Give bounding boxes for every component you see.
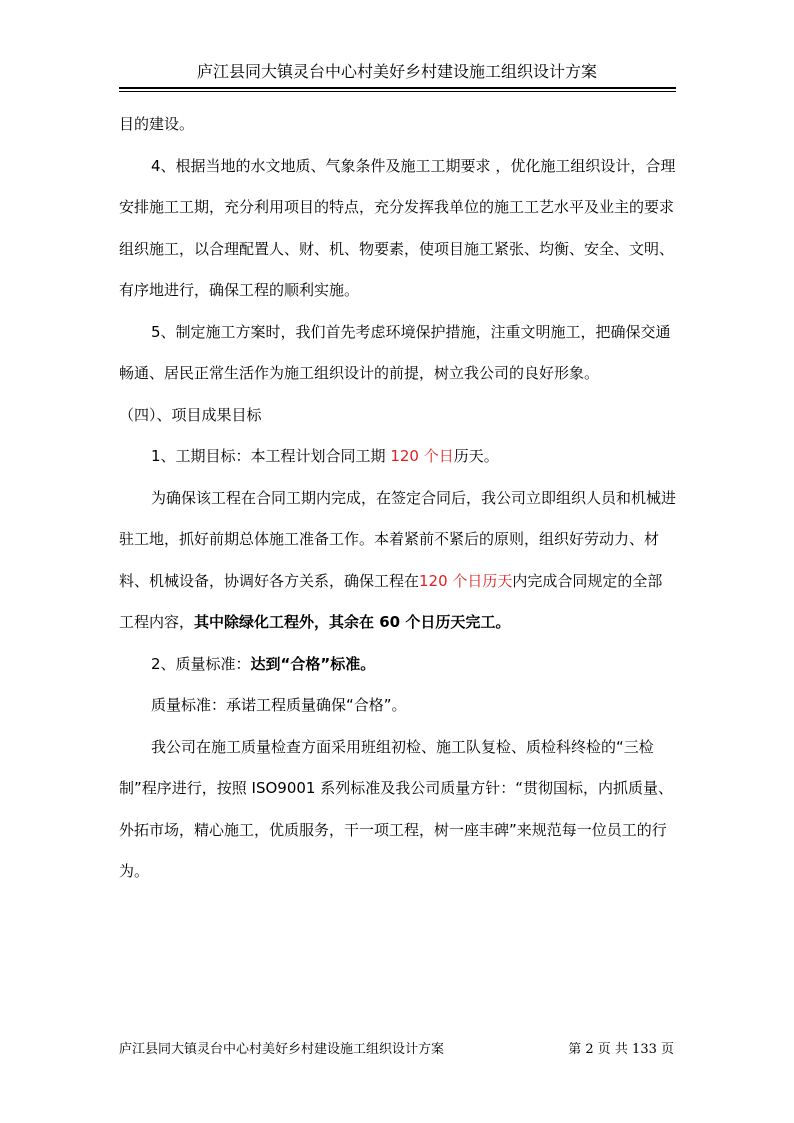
paragraph-quality-inspection: 我公司在施工质量检查方面采用班组初检、施工队复检、质检科终检的“三检制”程序进行，按照 ISO9001 系列标准及我公司质量方针：“贯彻国标，内抓质量、外拓市场，精心施工，优质服务，干一项工程，树一座丰碑”来规范每一位员工的行为。 xyxy=(119,737,674,880)
schedule-detail-duration: 120 个日历天 xyxy=(419,571,513,590)
paragraph-continuation: 目的建设。 xyxy=(119,115,195,133)
schedule-detail-text: 为确保该工程在合同工期内完成，在签定合同后，我公司立即组织人员和机械进驻工地，抓好前期总体施工准备工作。本着紧前不紧后的原则，组织好劳动力、材料、机械设备，协调好各方关系，确保工程在 xyxy=(119,488,677,590)
paragraph-item-5: 5、制定施工方案时，我们首先考虑环境保护措施，注重文明施工，把确保交通畅通、居民正常生活作为施工组织设计的前提，树立我公司的良好形象。 xyxy=(119,322,671,382)
schedule-detail-text-2: 内完成合同规定的全部工程内容， xyxy=(119,571,663,631)
page-header-title: 庐江县同大镇灵台中心村美好乡村建设施工组织设计方案 xyxy=(196,62,597,81)
document-body xyxy=(119,104,676,893)
schedule-goal-suffix: 历天。 xyxy=(453,447,499,465)
schedule-goal-duration: 120 个日 xyxy=(390,447,454,465)
schedule-goal-prefix: 1、工期目标：本工程计划合同工期 xyxy=(151,447,391,465)
quality-standard-emphasis: 达到“合格”标准。 xyxy=(250,654,376,673)
paragraph-item-4: 4、根据当地的水文地质、气象条件及施工工期要求 ，优化施工组织设计，合理安排施工工期，充分利用项目的特点，充分发挥我单位的施工工艺水平及业主的要求组织施工，以合理配置人、财、机、物要素，使项目施工紧张、均衡、安全、文明、有序地进行，确保工程的顺利实施。 xyxy=(119,156,676,299)
header-rule-thick xyxy=(119,87,676,89)
paragraph-quality-commitment: 质量标准：承诺工程质量确保“合格”。 xyxy=(151,696,407,714)
paragraph-quality-standard xyxy=(119,644,676,686)
schedule-detail-emphasis: 其中除绿化工程外，其余在 60 个日历天完工。 xyxy=(194,613,511,631)
quality-standard-prefix: 2、质量标准： xyxy=(151,654,251,673)
section-heading-4: （四）、项目成果目标 xyxy=(119,405,262,424)
footer-document-title: 庐江县同大镇灵台中心村美好乡村建设施工组织设计方案 xyxy=(119,1042,445,1057)
paragraph-schedule-detail xyxy=(119,478,676,644)
footer-page-number: 第 2 页 共 133 页 xyxy=(568,1042,674,1057)
header-rule-thin xyxy=(119,91,676,92)
paragraph-schedule-goal xyxy=(119,436,676,478)
